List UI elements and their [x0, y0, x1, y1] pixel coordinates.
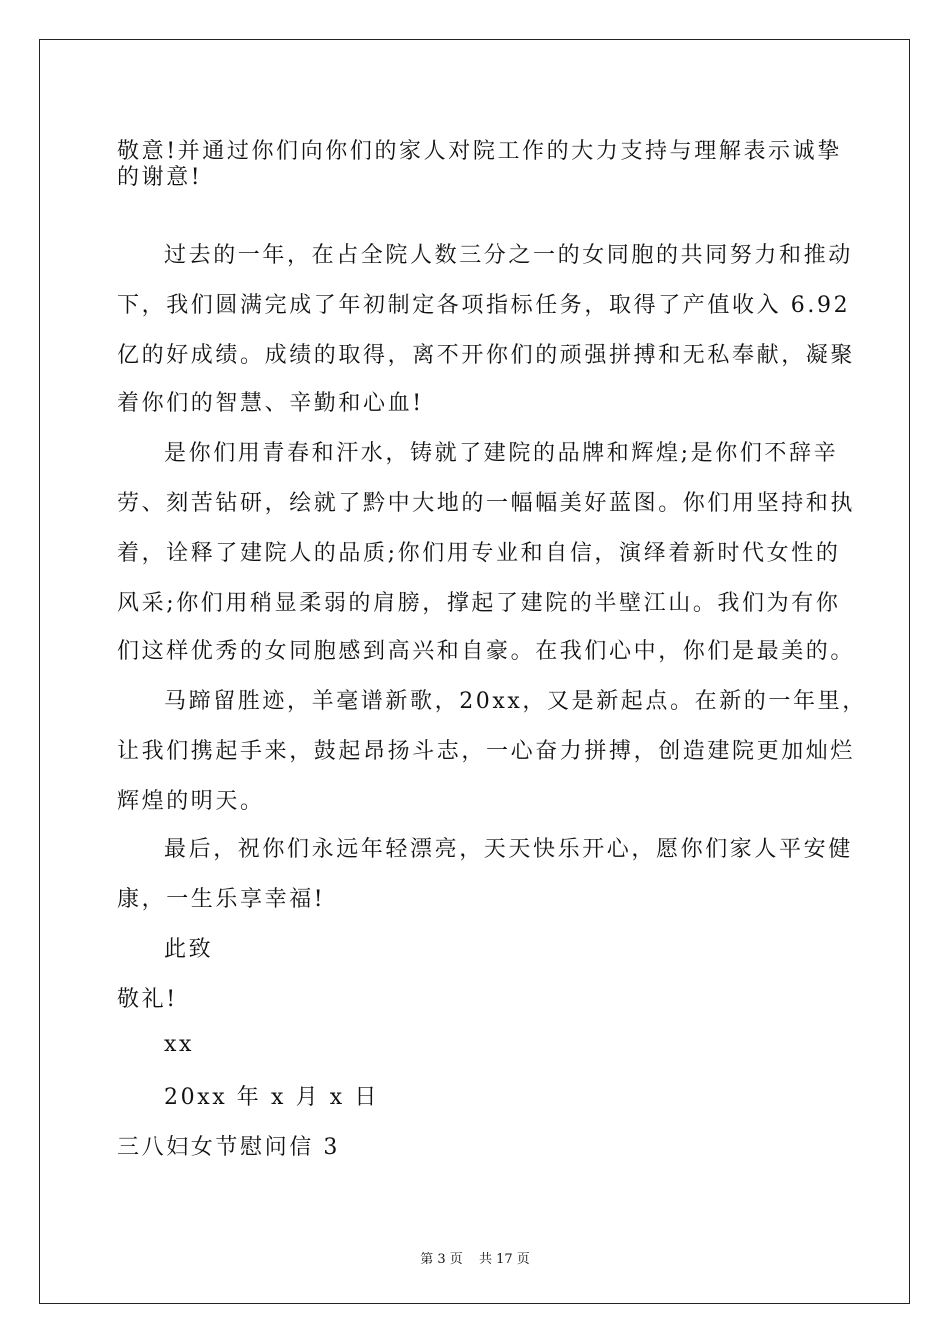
page-number: 第 3 页	[420, 1252, 463, 1267]
text-line: 辉煌的明天。	[117, 789, 265, 814]
text-line: 康，一生乐享幸福!	[117, 887, 326, 912]
text-line: 着你们的智慧、辛勤和心血!	[117, 391, 424, 416]
salutation-line: 敬礼!	[117, 987, 178, 1012]
closing-line: 此致	[164, 937, 214, 962]
page-total: 共 17 页	[478, 1252, 530, 1267]
text-line: 亿的好成绩。成绩的取得，离不开你们的顽强拼搏和无私奉献，凝聚	[117, 343, 856, 368]
text-line: 劳、刻苦钻研，绘就了黔中大地的一幅幅美好蓝图。你们用坚持和执	[117, 491, 856, 516]
text-line: 着，诠释了建院人的品质;你们用专业和自信，演绎着新时代女性的	[117, 541, 841, 566]
signature-line: xx	[164, 1032, 195, 1057]
page-border	[39, 39, 910, 1304]
text-line: 是你们用青春和汗水，铸就了建院的品牌和辉煌;是你们不辞辛	[164, 441, 839, 466]
section-heading: 三八妇女节慰问信 3	[117, 1135, 340, 1160]
text-line: 们这样优秀的女同胞感到高兴和自豪。在我们心中，你们是最美的。	[117, 639, 856, 664]
text-line: 让我们携起手来，鼓起昂扬斗志，一心奋力拼搏，创造建院更加灿烂	[117, 739, 856, 764]
text-line: 敬意!并通过你们向你们的家人对院工作的大力支持与理解表示诚挚	[117, 139, 842, 164]
text-line: 风采;你们用稍显柔弱的肩膀，撑起了建院的半壁江山。我们为有你	[117, 591, 841, 616]
text-line: 下，我们圆满完成了年初制定各项指标任务，取得了产值收入 6.92	[117, 293, 851, 318]
text-line: 的谢意!	[117, 165, 203, 190]
text-line: 马蹄留胜迹，羊毫谱新歌，20xx，又是新起点。在新的一年里，	[164, 689, 867, 714]
date-line: 20xx 年 x 月 x 日	[164, 1085, 379, 1110]
text-line: 最后，祝你们永远年轻漂亮，天天快乐开心，愿你们家人平安健	[164, 837, 853, 862]
page-footer	[0, 1248, 950, 1267]
text-line: 过去的一年，在占全院人数三分之一的女同胞的共同努力和推动	[164, 243, 853, 268]
